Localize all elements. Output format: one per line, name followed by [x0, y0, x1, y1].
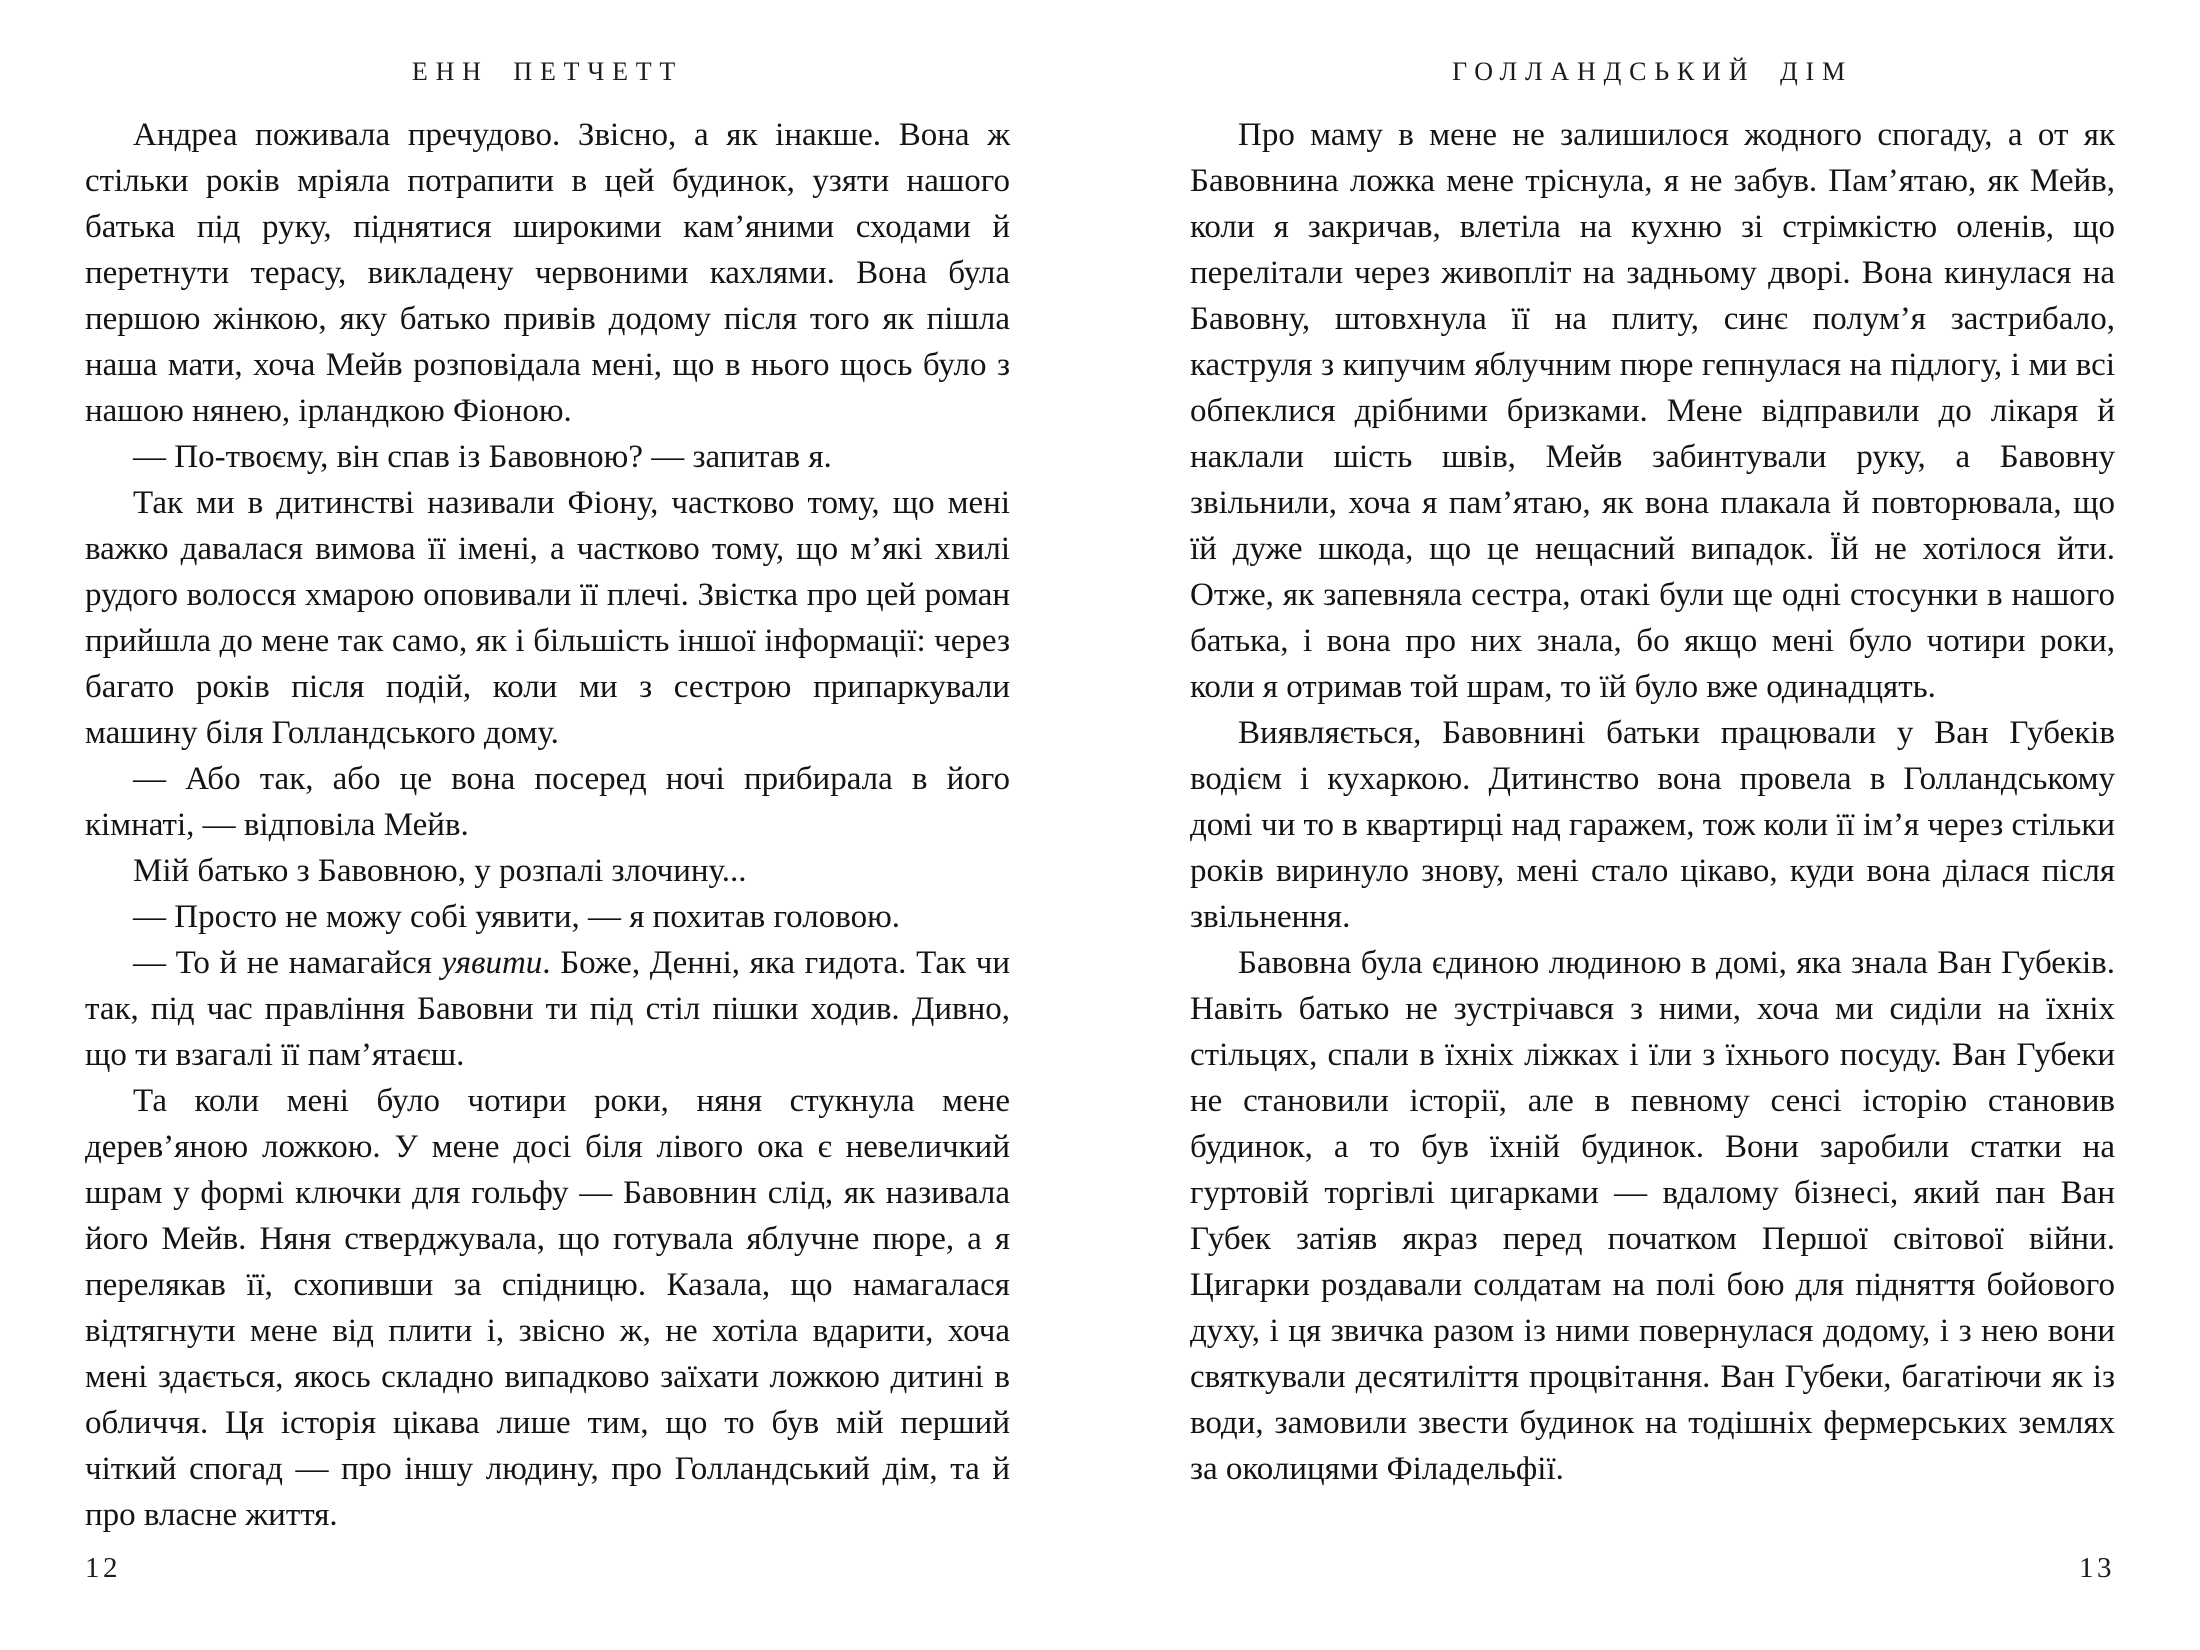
paragraph — [85, 940, 1010, 1078]
text-run: Мій батько з Бавовною, у розпалі злочину... — [133, 853, 747, 889]
paragraph — [1190, 710, 2115, 940]
right-page-text — [1190, 112, 2115, 1492]
text-run: — Просто не можу собі уявити, — я похитав головою. — [133, 899, 900, 935]
paragraph — [85, 756, 1010, 848]
running-header-author: ЕНН ПЕТЧЕТТ — [411, 57, 684, 86]
paragraph — [1190, 940, 2115, 1492]
paragraph — [85, 894, 1010, 940]
paragraph — [85, 112, 1010, 434]
text-run: Про маму в мене не залишилося жодного спогаду, а от як Бавовнина ложка мене тріснула, я не забув. Пам’ятаю, як Мейв, коли я закричав, влетіла на кухню зі стрімкістю оленів, що перелітали через живопліт на задньому дворі. Вона кинулася на Бавовну, штовхнула її на плиту, синє полум’я застрибало, каструля з кипучим яблучним пюре гепнулася на підлогу, і ми всі обпеклися дрібними бризками. Мене відправили до лікаря й наклали шість швів, Мейв забинтували руку, а Бавовну звільнили, хоча я пам’ятаю, як вона плакала й повторювала, що їй дуже шкода, що це нещасний випадок. Їй не хотілося йти. Отже, як запевняла сестра, отакі були ще одні стосунки в нашого батька, і вона про них знала, бо якщо мені було чотири роки, коли я отримав той шрам, то їй було вже одинадцять. — [1190, 117, 2115, 705]
text-run: — По-твоєму, він спав із Бавовною? — запитав я. — [133, 439, 832, 475]
text-run: Так ми в дитинстві називали Фіону, частково тому, що мені важко давалася вимова її імені, а частково тому, що м’які хвилі рудого волосся хмарою оповивали її плечі. Звістка про цей роман прийшла до мене так само, як і більшість іншої інформації: через багато років після подій, коли ми з сестрою припаркували машину біля Голландського дому. — [85, 485, 1010, 751]
paragraph — [85, 480, 1010, 756]
text-run: — Або так, або це вона посеред ночі прибирала в його кімнаті, — відповіла Мейв. — [85, 761, 1010, 843]
text-run: Та коли мені було чотири роки, няня стукнула мене дерев’яною ложкою. У мене досі біля лівого ока є невеличкий шрам у формі ключки для гольфу — Бавовнин слід, як називала його Мейв. Няня стверджувала, що готувала яблучне пюре, а я перелякав її, схопивши за спідницю. Казала, що намагалася відтягнути мене від плити і, звісно ж, не хотіла вдарити, хоча мені здається, якось складно випадково заїхати ложкою дитині в обличчя. Ця історія цікава лише тим, що то був мій перший чіткий спогад — про іншу людину, про Голландський дім, та й про власне життя. — [85, 1083, 1010, 1533]
paragraph — [85, 848, 1010, 894]
running-header-book-title: ГОЛЛАНДСЬКИЙ ДІМ — [1452, 57, 1853, 86]
left-page-text — [85, 112, 1010, 1538]
page-number-left: 12 — [85, 1552, 121, 1584]
text-run: . Боже, Денні, яка гидота. Так чи так, під час правління Бавовни ти під стіл пішки ходив. Дивно, що ти взагалі її пам’ятаєш. — [85, 945, 1010, 1073]
page-number-right: 13 — [2079, 1552, 2115, 1584]
left-page — [85, 0, 1010, 1650]
text-run: Виявляється, Бавовнині батьки працювали у Ван Губеків водієм і кухаркою. Дитинство вона провела в Голландському домі чи то в квартирці над гаражем, тож коли її ім’я через стільки років виринуло знову, мені стало цікаво, куди вона ділася після звільнення. — [1190, 715, 2115, 935]
paragraph — [1190, 112, 2115, 710]
text-run: Андреа поживала пречудово. Звісно, а як інакше. Вона ж стільки років мріяла потрапити в цей будинок, узяти нашого батька під руку, піднятися широкими кам’яними сходами й перетнути терасу, викладену червоними кахлями. Вона була першою жінкою, яку батько привів додому після того як пішла наша мати, хоча Мейв розповідала мені, що в нього щось було з нашою нянею, ірландкою Фіоною. — [85, 117, 1010, 429]
text-run: — То й не намагайся — [133, 945, 442, 981]
italic-run: уявити — [441, 945, 543, 981]
text-run: Бавовна була єдиною людиною в домі, яка знала Ван Губеків. Навіть батько не зустрічався з ними, хоча ми сиділи на їхніх стільцях, спали в їхніх ліжках і їли з їхнього посуду. Ван Губеки не становили історії, але в певному сенсі історію становив будинок, а то був їхній будинок. Вони заробили статки на гуртовій торгівлі цигарками — вдалому бізнесі, який пан Ван Губек затіяв якраз перед початком Першої світової війни. Цигарки роздавали солдатам на полі бою для підняття бойового духу, і ця звичка разом із ними повернулася додому, і з нею вони святкували десятиліття процвітання. Ван Губеки, багатіючи як із води, замовили звести будинок на тодішніх фермерських землях за околицями Філадельфії. — [1190, 945, 2115, 1487]
right-page — [1190, 0, 2115, 1650]
paragraph — [85, 1078, 1010, 1538]
paragraph — [85, 434, 1010, 480]
